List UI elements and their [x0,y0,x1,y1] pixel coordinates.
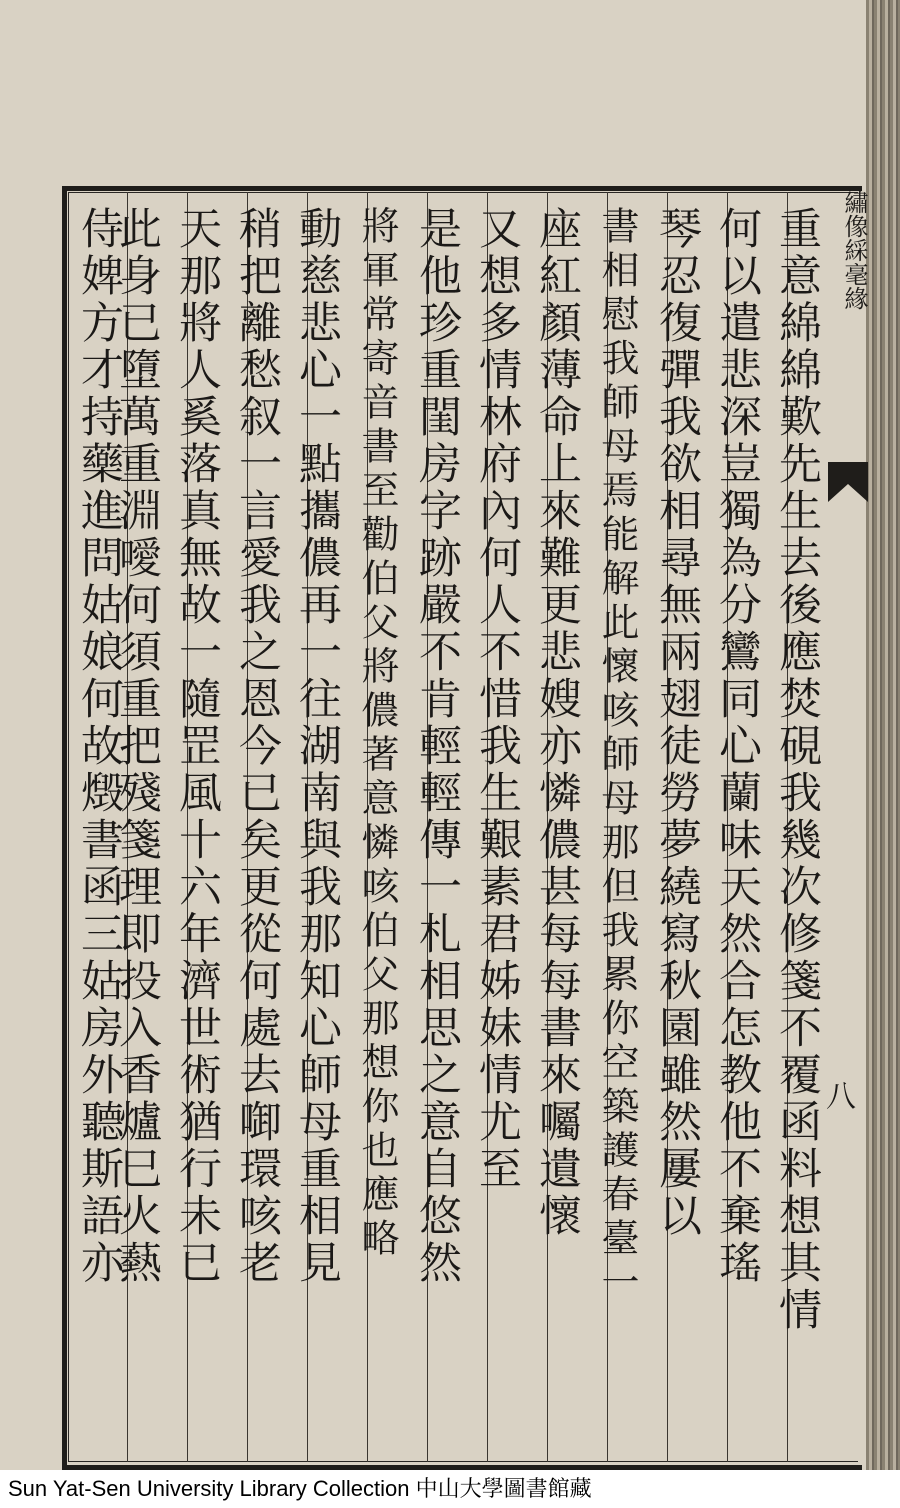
text-column-3: 琴忍復彈我欲相尋無兩翅徒勞夢繞寫秋園雖然屢以 [652,206,702,1240]
gutter-title: 繡像綵毫緣 [840,190,868,310]
text-column-5: 座紅顏薄命上來難更悲嫂亦憐儂甚每每書來囑遺懷 [532,206,582,1240]
text-column-12: 此身已墮萬重淵噯何須重把殘箋理即投入香爐巳火爇 [112,206,162,1287]
folio-number: 八 [820,1080,855,1110]
text-column-10: 稍把離愁叙一言愛我之恩今已矣更從何處去啣環咳老 [232,206,282,1287]
text-column-6: 又想多情林府內何人不惜我生艱素君姊妹情尤至 [472,206,522,1193]
text-column-1: 重意綿綿歎先生去後應焚硯我幾次修箋不覆函料想其情 [772,206,822,1334]
text-column-11: 天那將人奚落真無故一隨罡風十六年濟世術猶行未已 [172,206,222,1287]
text-column-2: 何以遣悲深豈獨為分鸞同心蘭味天然合怎教他不棄瑤 [712,206,762,1287]
library-caption: Sun Yat-Sen University Library Collection 中山大學圖書館藏 [0,1470,900,1508]
text-column-9: 動慈悲心一點攜儂再一往湖南與我那知心師母重相見 [292,206,342,1287]
text-column-7: 是他珍重閨房字跡嚴不肯輕輕傳一札相思之意自悠然 [412,206,462,1287]
text-column-8: 將軍常寄音書至勸伯父將儂著意憐咳伯父那想你也應略 [355,206,399,1262]
text-column-4: 書相慰我師母焉能解此懷咳師母那但我累你空築護春臺一 [595,206,639,1306]
text-column-13: 侍婢方才持藥進問姑娘何故燬書函三姑房外聽斯語亦 [74,206,124,1287]
